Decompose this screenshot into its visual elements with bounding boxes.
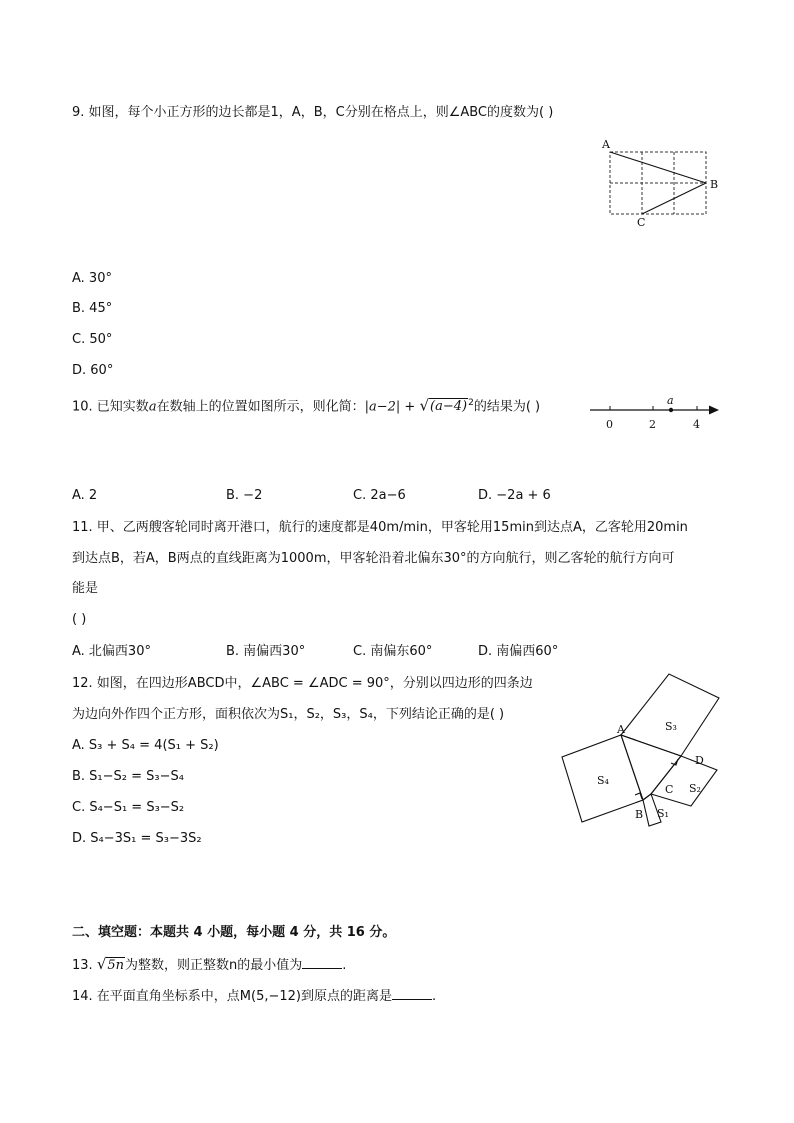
q13-pre: 13. — [72, 958, 97, 973]
q13-end: . — [342, 958, 347, 973]
q9-segment-ab — [610, 152, 706, 183]
q9-grid-figure — [600, 140, 730, 230]
q12-squares-figure — [555, 672, 730, 832]
q12-square-s2 — [651, 756, 717, 806]
q10-option-b[interactable]: B. −2 — [226, 488, 263, 503]
q12-label-s3: S₃ — [665, 720, 677, 733]
section-2-heading: 二、填空题：本题共 4 小题，每小题 4 分，共 16 分。 — [72, 925, 396, 940]
q10-stem-post: 的结果为( ) — [473, 399, 541, 415]
q12-option-d[interactable]: D. S₄−3S₁ = S₃−3S₂ — [72, 831, 202, 846]
q12-label-b: B — [635, 808, 644, 821]
q13-post: 为整数，则正整数n的最小值为 — [125, 958, 303, 973]
q10-number-line — [585, 390, 725, 435]
q9-option-c[interactable]: C. 50° — [72, 332, 113, 347]
q9-label-c: C — [637, 216, 646, 229]
q10-stem-mid: 在数轴上的位置如图所示，则化简： — [156, 399, 365, 415]
q12-option-c[interactable]: C. S₄−S₁ = S₃−S₂ — [72, 800, 185, 815]
q12-label-d: D — [695, 754, 704, 767]
q10-sqrt-inner: (a−4) — [430, 399, 468, 415]
q14-text: 14. 在平面直角坐标系中，点M(5,−12)到原点的距离是 — [72, 989, 393, 1004]
q10-stem — [72, 394, 540, 416]
q10-tick-4: 4 — [693, 418, 700, 431]
q10-point-label: a — [667, 394, 674, 407]
q10-plus: + — [400, 399, 420, 415]
q10-abs-expr: |a−2| — [364, 399, 401, 415]
q14-end: . — [432, 989, 437, 1004]
q12-label-s4: S₄ — [597, 774, 609, 787]
q11-option-a[interactable]: A. 北偏西30° — [72, 644, 151, 659]
q10-option-c[interactable]: C. 2a−6 — [353, 488, 406, 503]
q10-stem-pre: 10. 已知实数 — [72, 399, 149, 415]
q9-option-b[interactable]: B. 45° — [72, 301, 113, 316]
q12-square-s3 — [621, 674, 719, 756]
q12-line-2: 为边向外作四个正方形，面积依次为S₁，S₂，S₃，S₄，下列结论正确的是( ) — [72, 707, 505, 722]
q12-line-1: 12. 如图，在四边形ABCD中，∠ABC = ∠ADC = 90°，分别以四边形的四条边 — [72, 676, 533, 691]
q10-sqrt — [419, 394, 473, 416]
q11-option-c[interactable]: C. 南偏东60° — [353, 644, 433, 659]
q12-label-s1: S₁ — [657, 807, 669, 820]
arrow-right-icon — [709, 406, 719, 415]
q11-option-b[interactable]: B. 南偏西30° — [226, 644, 306, 659]
q14-answer-blank[interactable] — [392, 987, 432, 1000]
q12-label-c: C — [665, 783, 674, 796]
q10-tick-0: 0 — [606, 418, 613, 431]
q10-var-a: a — [148, 399, 157, 415]
radical-icon: √ — [96, 955, 107, 973]
q11-line-1: 11. 甲、乙两艘客轮同时离开港口，航行的速度都是40m/min，甲客轮用15min到达点A，乙客轮用20min — [72, 520, 688, 535]
q10-sqrt-exp: 2 — [468, 398, 474, 408]
q9-label-b: B — [710, 178, 719, 191]
q10-tick-2: 2 — [649, 418, 656, 431]
q9-stem: 9. 如图，每个小正方形的边长都是1，A，B，C分别在格点上，则∠ABC的度数为( ) — [72, 105, 554, 120]
q9-label-a: A — [602, 138, 610, 151]
q12-option-a[interactable]: A. S₃ + S₄ = 4(S₁ + S₂) — [72, 738, 219, 753]
q12-label-s2: S₂ — [689, 782, 701, 795]
q9-option-a[interactable]: A. 30° — [72, 271, 112, 286]
q14-stem — [72, 987, 436, 1006]
q13-answer-blank[interactable] — [302, 956, 342, 969]
q13-sqrt-inner: 5n — [107, 958, 125, 973]
radical-icon: √ — [419, 396, 430, 415]
q11-line-2: 到达点B，若A，B两点的直线距离为1000m，甲客轮沿着北偏东30°的方向航行，则乙客轮的航行方向可 — [72, 551, 675, 566]
q12-label-a: A — [617, 723, 625, 736]
q11-line-3: 能是 — [72, 581, 99, 596]
q12-right-angle-d — [671, 759, 678, 765]
q11-line-4: ( ) — [72, 612, 87, 627]
q10-point-a — [669, 408, 673, 412]
q13-stem — [72, 955, 346, 975]
q12-option-b[interactable]: B. S₁−S₂ = S₃−S₄ — [72, 769, 184, 784]
q11-option-d[interactable]: D. 南偏西60° — [478, 644, 559, 659]
q10-option-a[interactable]: A. 2 — [72, 488, 98, 503]
q9-option-d[interactable]: D. 60° — [72, 363, 114, 378]
q10-option-d[interactable]: D. −2a + 6 — [478, 488, 551, 503]
